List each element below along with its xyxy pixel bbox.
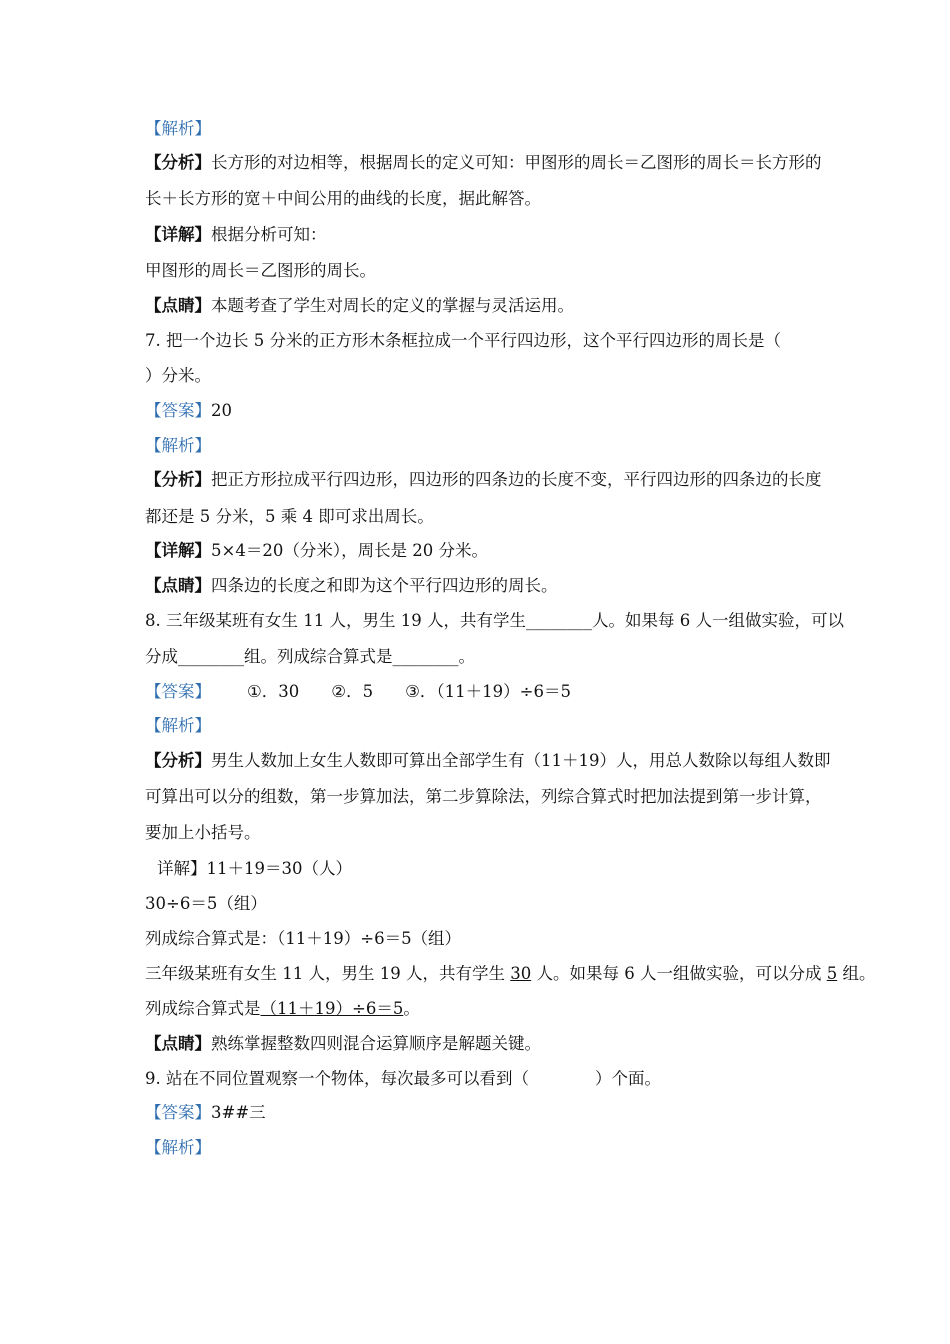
comment-paragraph xyxy=(145,295,574,317)
comment-text: 四条边的长度之和即为这个平行四边形的周长。 xyxy=(211,576,558,595)
analysis-text: 要加上小括号。 xyxy=(145,823,261,842)
analysis-text: 把正方形拉成平行四边形，四边形的四条边的长度不变，平行四边形的四条边的长度 xyxy=(211,470,822,489)
question-text: 9. 站在不同位置观察一个物体，每次最多可以看到（ ）个面。 xyxy=(145,1069,661,1088)
answer-tag: 【答案】 xyxy=(145,1103,211,1122)
analysis-tag: 【解析】 xyxy=(145,716,211,735)
detail-paragraph xyxy=(145,540,488,562)
detail-text: 列成综合算式是：（11＋19）÷6＝5（组） xyxy=(145,929,462,948)
comment-paragraph xyxy=(145,575,558,597)
analysis-paragraph-cont xyxy=(145,786,822,808)
analysis-paragraph xyxy=(145,152,822,174)
detail-line xyxy=(157,858,352,880)
analysis-text: 男生人数加上女生人数即可算出全部学生有（11＋19）人，用总人数除以每组人数即 xyxy=(211,751,831,770)
detail-text: 5×4＝20（分米），周长是 20 分米。 xyxy=(211,541,489,560)
comment-paragraph xyxy=(145,1033,541,1055)
answer-item-3: ③．（11＋19）÷6＝5 xyxy=(405,682,571,701)
filled-blank: 5 xyxy=(826,964,838,983)
comment-text: 熟练掌握整数四则混合运算顺序是解题关键。 xyxy=(211,1034,541,1053)
analysis-label: 【分析】 xyxy=(145,470,211,489)
question-8-cont xyxy=(145,646,475,668)
detail-text: 。 xyxy=(403,999,420,1018)
question-9 xyxy=(145,1068,661,1090)
answer-tag: 【答案】 xyxy=(145,401,211,420)
comment-label: 【点睛】 xyxy=(145,296,211,315)
detail-text: 列成综合算式是 xyxy=(145,999,261,1018)
analysis-heading xyxy=(145,118,211,140)
comment-label: 【点睛】 xyxy=(145,576,211,595)
detail-text: 三年级某班有女生 11 人，男生 19 人，共有学生 xyxy=(145,964,511,983)
detail-text: 详解】11＋19＝30（人） xyxy=(157,859,352,878)
question-text: 分成________组。列成综合算式是________。 xyxy=(145,647,475,666)
analysis-paragraph xyxy=(145,469,822,491)
answer-text: 3##三 xyxy=(211,1103,266,1122)
analysis-paragraph-cont xyxy=(145,188,541,210)
answer-paragraph xyxy=(145,400,232,422)
answer-paragraph xyxy=(145,1102,266,1124)
analysis-tag: 【解析】 xyxy=(145,119,211,138)
analysis-heading xyxy=(145,1137,211,1159)
filled-blank: （11＋19）÷6＝5 xyxy=(260,999,404,1018)
analysis-paragraph xyxy=(145,750,831,772)
question-text: ）分米。 xyxy=(145,366,211,385)
detail-text: 组。 xyxy=(837,964,876,983)
detail-text: 人。如果每 6 人一组做实验，可以分成 xyxy=(531,964,827,983)
analysis-text: 长＋长方形的宽＋中间公用的曲线的长度，据此解答。 xyxy=(145,189,541,208)
detail-paragraph xyxy=(145,224,327,246)
detail-label: 【详解】 xyxy=(145,541,211,560)
detail-line xyxy=(145,928,461,950)
question-7 xyxy=(145,330,781,352)
detail-label: 【详解】 xyxy=(145,225,211,244)
question-8 xyxy=(145,610,844,632)
analysis-heading xyxy=(145,435,211,457)
analysis-heading xyxy=(145,715,211,737)
detail-line xyxy=(145,963,875,985)
analysis-label: 【分析】 xyxy=(145,751,211,770)
detail-text: 甲图形的周长＝乙图形的周长。 xyxy=(145,261,376,280)
answer-paragraph xyxy=(145,681,571,703)
analysis-text: 都还是 5 分米，5 乘 4 即可求出周长。 xyxy=(145,507,434,526)
question-text: 8. 三年级某班有女生 11 人，男生 19 人，共有学生________人。如果每 6 人一组做实验，可以 xyxy=(145,611,844,630)
question-7-cont xyxy=(145,365,211,387)
analysis-tag: 【解析】 xyxy=(145,436,211,455)
analysis-paragraph-cont xyxy=(145,506,434,528)
filled-blank: 30 xyxy=(510,964,532,983)
answer-item-1: ①．30 xyxy=(247,682,300,701)
comment-label: 【点睛】 xyxy=(145,1034,211,1053)
detail-line xyxy=(145,998,420,1020)
analysis-label: 【分析】 xyxy=(145,153,211,172)
comment-text: 本题考查了学生对周长的定义的掌握与灵活运用。 xyxy=(211,296,574,315)
answer-item-2: ②．5 xyxy=(331,682,374,701)
answer-text: 20 xyxy=(211,401,232,420)
detail-line xyxy=(145,260,376,282)
answer-tag: 【答案】 xyxy=(145,682,211,701)
analysis-text: 长方形的对边相等，根据周长的定义可知：甲图形的周长＝乙图形的周长＝长方形的 xyxy=(211,153,822,172)
analysis-text: 可算出可以分的组数，第一步算加法，第二步算除法，列综合算式时把加法提到第一步计算， xyxy=(145,787,822,806)
analysis-tag: 【解析】 xyxy=(145,1138,211,1157)
analysis-paragraph-cont xyxy=(145,822,261,844)
detail-text: 根据分析可知： xyxy=(211,225,327,244)
detail-line xyxy=(145,893,267,915)
detail-text: 30÷6＝5（组） xyxy=(145,894,267,913)
question-text: 7. 把一个边长 5 分米的正方形木条框拉成一个平行四边形，这个平行四边形的周长是（ xyxy=(145,331,781,350)
